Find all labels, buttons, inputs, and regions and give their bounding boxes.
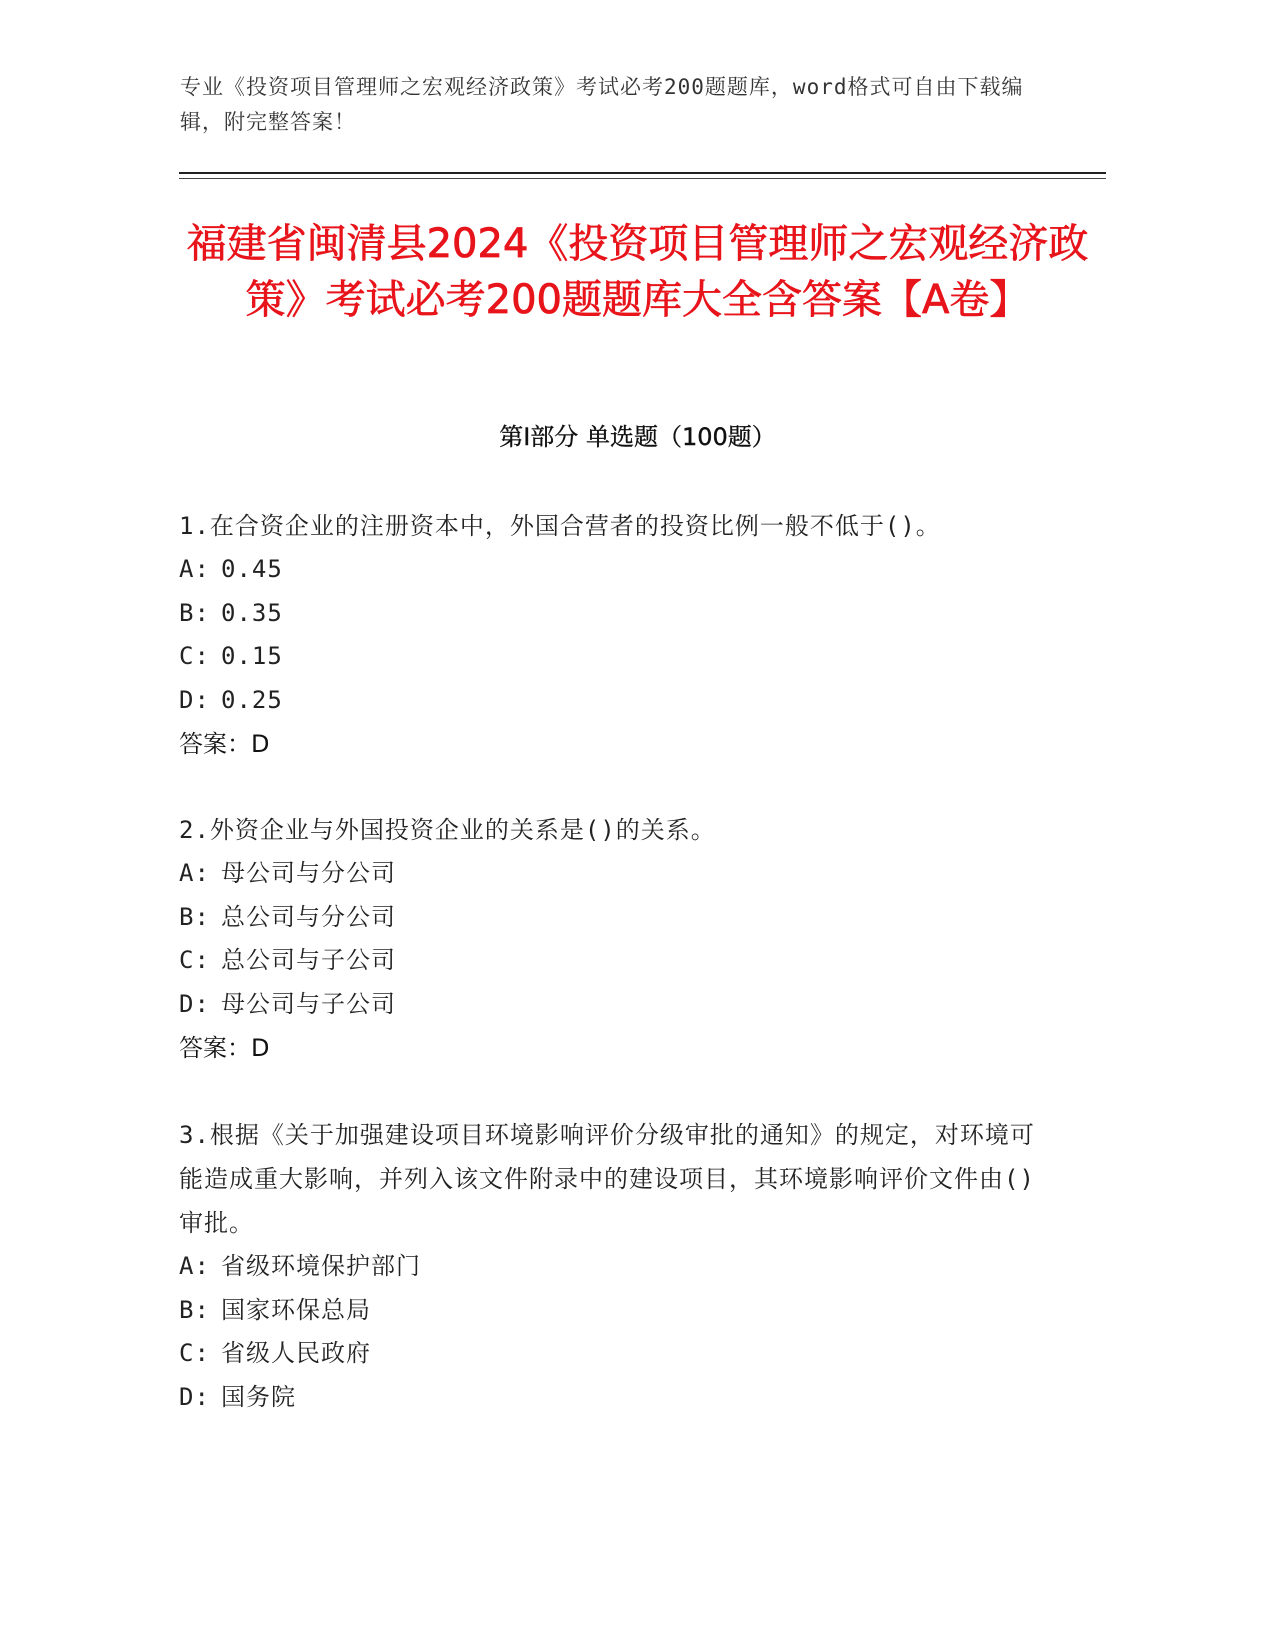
option-letter: D: <box>179 1382 210 1411</box>
option-c <box>179 635 1059 679</box>
option-letter: A: <box>179 859 210 887</box>
option-text: 国务院 <box>221 1382 296 1411</box>
question-stem: 3.根据《关于加强建设项目环境影响评价分级审批的通知》的规定，对环境可能造成重大影响，并列入该文件附录中的建设项目，其环境影响评价文件由()审批。 <box>179 1121 1035 1237</box>
option-text: 0.45 <box>221 555 283 583</box>
option-a <box>179 548 1059 592</box>
option-letter: D: <box>179 989 210 1018</box>
option-d <box>179 679 1059 723</box>
option-text: 母公司与分公司 <box>221 859 396 887</box>
header-note: 专业《投资项目管理师之宏观经济政策》考试必考200题题库，word格式可自由下载编辑，附完整答案！ <box>180 75 1024 134</box>
question-stem: 2.外资企业与外国投资企业的关系是()的关系。 <box>179 816 716 844</box>
option-c <box>179 1332 1059 1376</box>
option-c <box>179 939 1059 983</box>
option-b <box>179 1289 1059 1333</box>
option-letter: A: <box>179 555 210 583</box>
option-text: 省级人民政府 <box>221 1339 371 1367</box>
option-a <box>179 852 1059 896</box>
option-letter: A: <box>179 1252 210 1280</box>
header-rule-thin <box>179 178 1106 179</box>
option-text: 总公司与子公司 <box>221 946 396 974</box>
answer: 答案：D <box>179 730 270 758</box>
option-letter: B: <box>179 598 210 627</box>
option-text: 0.15 <box>221 642 283 670</box>
answer: 答案：D <box>179 1034 270 1062</box>
option-text: 总公司与分公司 <box>221 902 396 931</box>
option-letter: C: <box>179 946 210 974</box>
option-letter: B: <box>179 1295 210 1324</box>
option-letter: B: <box>179 902 210 931</box>
option-a <box>179 1245 1059 1289</box>
question-2 <box>179 808 1059 1070</box>
section-title: 第I部分 单选题（100题） <box>499 423 776 451</box>
question-1 <box>179 504 1059 766</box>
option-d <box>179 983 1059 1027</box>
question-stem: 1.在合资企业的注册资本中，外国合营者的投资比例一般不低于()。 <box>179 512 941 540</box>
question-3 <box>179 1113 1059 1419</box>
option-text: 省级环境保护部门 <box>221 1252 421 1280</box>
option-b <box>179 592 1059 636</box>
option-text: 0.35 <box>221 598 283 627</box>
option-text: 国家环保总局 <box>221 1295 371 1324</box>
document-title: 福建省闽清县2024《投资项目管理师之宏观经济政策》考试必考200题题库大全含答案【A卷】 <box>186 221 1089 323</box>
option-text: 0.25 <box>221 685 283 714</box>
option-letter: C: <box>179 642 210 670</box>
option-d <box>179 1376 1059 1420</box>
option-text: 母公司与子公司 <box>221 989 396 1018</box>
option-letter: D: <box>179 685 210 714</box>
header-rule-thick <box>179 172 1106 174</box>
option-letter: C: <box>179 1339 210 1367</box>
option-b <box>179 896 1059 940</box>
